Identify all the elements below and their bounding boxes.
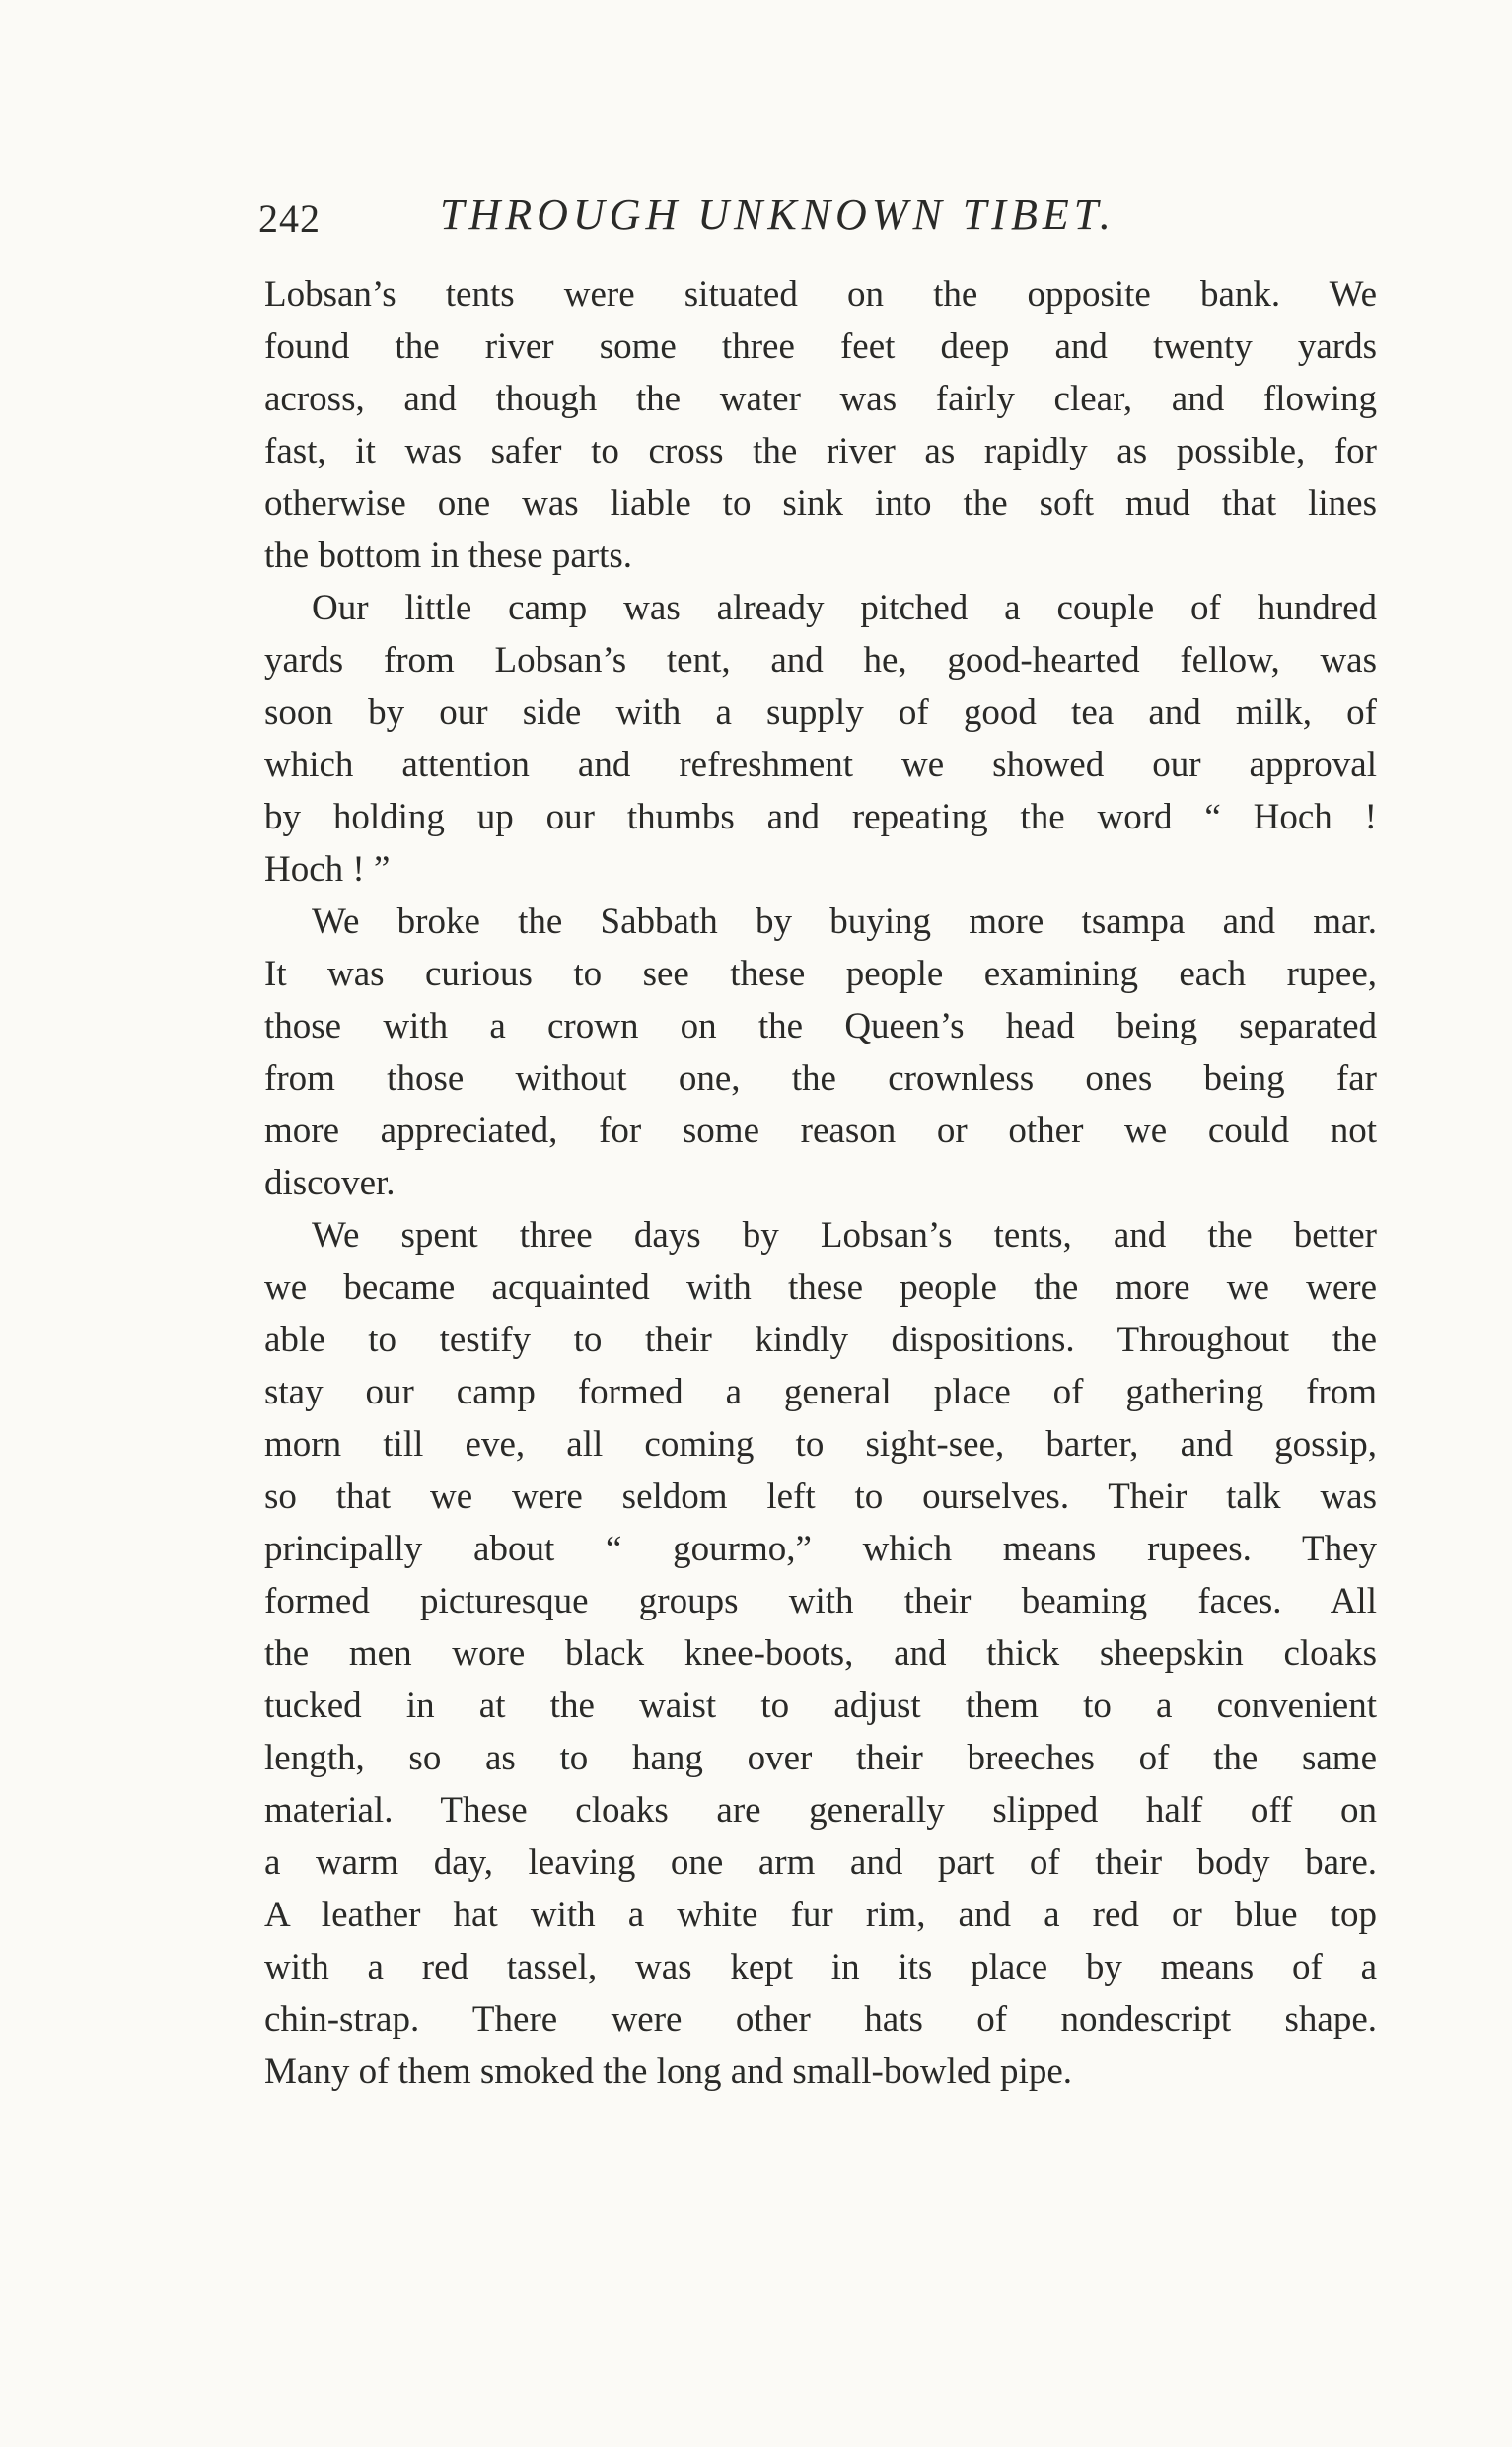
text-line: Our little camp was already pitched a couple of hundred xyxy=(312,588,1377,628)
text-line: morn till eve, all coming to sight-see, barter, and gossip, xyxy=(264,1424,1377,1465)
text-line: length, so as to hang over their breeches of the same xyxy=(264,1738,1377,1778)
text-line: a warm day, leaving one arm and part of their body bare. xyxy=(264,1842,1377,1883)
text-line: those with a crown on the Queen’s head being separated xyxy=(264,1006,1377,1046)
text-line: We spent three days by Lobsan’s tents, and the better xyxy=(312,1215,1377,1256)
paragraph xyxy=(264,1209,1377,2098)
text-line: by holding up our thumbs and repeating the word “ Hoch ! xyxy=(264,797,1377,837)
text-line: tucked in at the waist to adjust them to a convenient xyxy=(264,1686,1377,1726)
text-line: soon by our side with a supply of good tea and milk, of xyxy=(264,692,1377,733)
text-line: found the river some three feet deep and twenty yards xyxy=(264,326,1377,367)
text-line: which attention and refreshment we showed our approval xyxy=(264,745,1377,785)
text-line: Lobsan’s tents were situated on the opposite bank. We xyxy=(264,274,1377,315)
text-line: from those without one, the crownless ones being far xyxy=(264,1058,1377,1099)
text-line: A leather hat with a white fur rim, and a red or blue top xyxy=(264,1895,1377,1935)
paragraph xyxy=(264,896,1377,1209)
text-line: It was curious to see these people examining each rupee, xyxy=(264,954,1377,994)
page-header xyxy=(258,189,1373,249)
text-line: more appreciated, for some reason or other we could not xyxy=(264,1111,1377,1151)
running-title: THROUGH UNKNOWN TIBET. xyxy=(440,190,1116,239)
text-line: with a red tassel, was kept in its place by means of a xyxy=(264,1947,1377,1987)
paragraph xyxy=(264,582,1377,896)
text-line: Hoch ! ” xyxy=(264,849,391,890)
text-line: discover. xyxy=(264,1163,396,1203)
text-line: fast, it was safer to cross the river as rapidly as possible, for xyxy=(264,431,1377,471)
page-number: 242 xyxy=(258,196,321,241)
text-line: We broke the Sabbath by buying more tsampa and mar. xyxy=(312,901,1377,942)
text-line: the bottom in these parts. xyxy=(264,536,633,576)
text-line: material. These cloaks are generally slipped half off on xyxy=(264,1790,1377,1831)
text-line: formed picturesque groups with their beaming faces. All xyxy=(264,1581,1377,1621)
text-line: principally about “ gourmo,” which means rupees. They xyxy=(264,1529,1377,1569)
text-line: chin-strap. There were other hats of nondescript shape. xyxy=(264,1999,1377,2040)
text-line: we became acquainted with these people the more we were xyxy=(264,1267,1377,1308)
text-line: stay our camp formed a general place of gathering from xyxy=(264,1372,1377,1412)
text-line: yards from Lobsan’s tent, and he, good-hearted fellow, was xyxy=(264,640,1377,681)
paragraph xyxy=(264,268,1377,582)
text-line: the men wore black knee-boots, and thick sheepskin cloaks xyxy=(264,1633,1377,1674)
text-line: so that we were seldom left to ourselves. Their talk was xyxy=(264,1476,1377,1517)
text-line: able to testify to their kindly dispositions. Throughout the xyxy=(264,1320,1377,1360)
text-line: across, and though the water was fairly clear, and flowing xyxy=(264,379,1377,419)
text-line: Many of them smoked the long and small-bowled pipe. xyxy=(264,2051,1072,2092)
text-line: otherwise one was liable to sink into the soft mud that lines xyxy=(264,483,1377,524)
body-text xyxy=(264,268,1377,2098)
